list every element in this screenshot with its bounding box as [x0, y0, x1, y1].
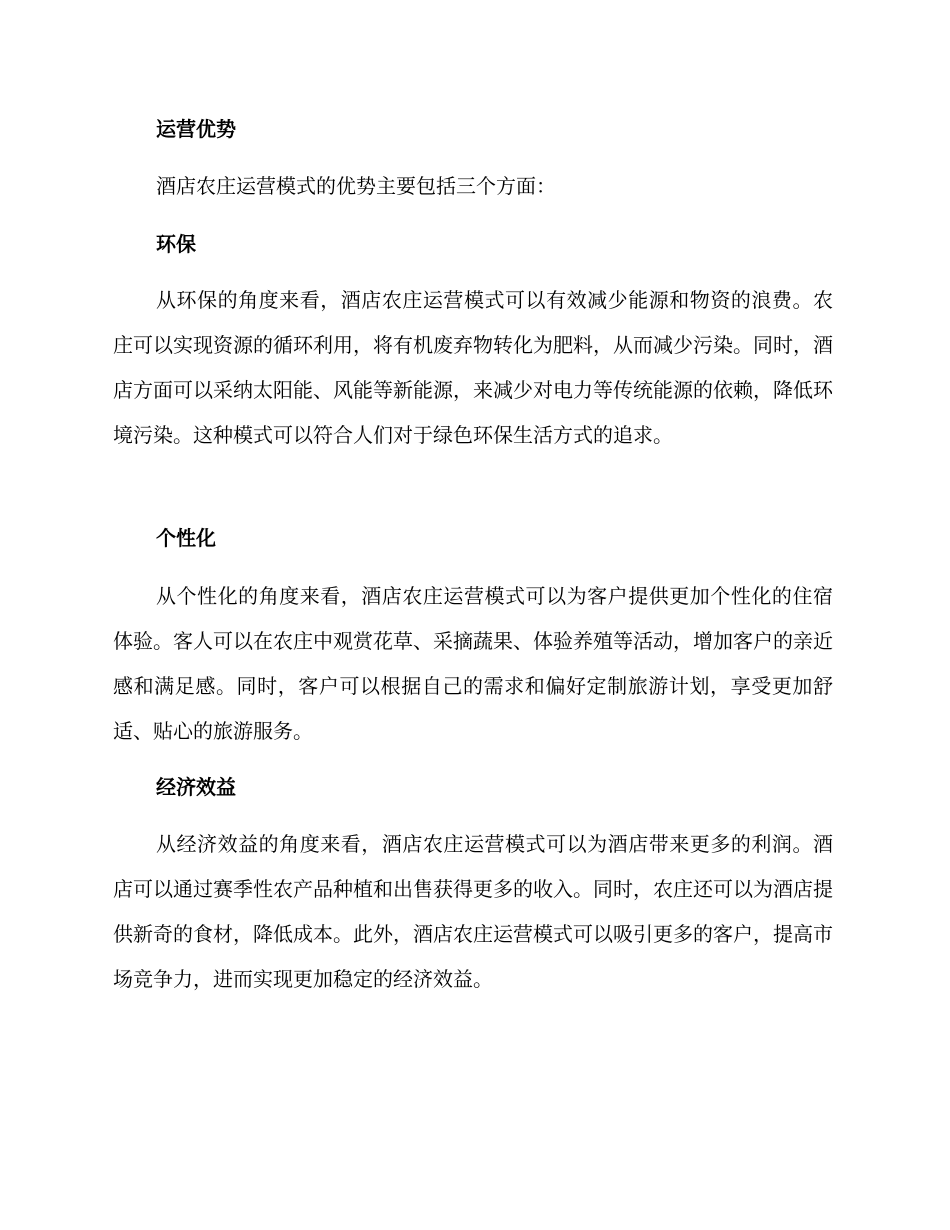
subheading-personalization: 个性化 [156, 526, 216, 550]
intro-text: 酒店农庄运营模式的优势主要包括三个方面： [156, 174, 556, 198]
subheading-environment: 环保 [156, 232, 196, 256]
subheading-economic-benefit: 经济效益 [156, 775, 236, 799]
paragraph-personalization: 从个性化的角度来看，酒店农庄运营模式可以为客户提供更加个性化的住宿体验。客人可以在农庄中观赏花草、采摘蔬果、体验养殖等活动，增加客户的亲近感和满足感。同时，客户可以根据自己的需求和偏好定制旅游计划，享受更加舒适、贴心的旅游服务。 [113, 584, 833, 743]
paragraph-economic-benefit: 从经济效益的角度来看，酒店农庄运营模式可以为酒店带来更多的利润。酒店可以通过赛季性农产品种植和出售获得更多的收入。同时，农庄还可以为酒店提供新奇的食材，降低成本。此外，酒店农庄运营模式可以吸引更多的客户，提高市场竞争力，进而实现更加稳定的经济效益。 [113, 832, 833, 991]
section-title: 运营优势 [156, 117, 236, 141]
paragraph-environment: 从环保的角度来看，酒店农庄运营模式可以有效减少能源和物资的浪费。农庄可以实现资源的循环利用，将有机废弃物转化为肥料，从而减少污染。同时，酒店方面可以采纳太阳能、风能等新能源，来减少对电力等传统能源的依赖，降低环境污染。这种模式可以符合人们对于绿色环保生活方式的追求。 [113, 288, 833, 447]
